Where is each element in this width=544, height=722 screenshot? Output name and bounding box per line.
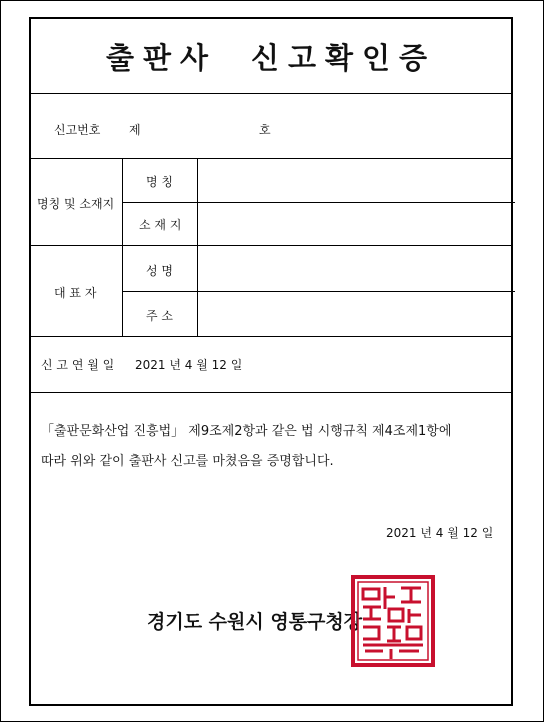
issuer-name: 경기도 수원시 영통구청장: [147, 611, 363, 633]
statement-line-1: 「출판문화산업 진흥법」 제9조제2항과 같은 법 시행규칙 제4조제1항에: [41, 424, 452, 439]
representative-label: 대 표 자: [54, 286, 97, 300]
report-number-prefix: 제: [129, 123, 141, 137]
report-number-label: 신고번호: [54, 123, 101, 137]
name-location-block: [31, 159, 511, 246]
title-part-2: 신고확인증: [250, 40, 437, 75]
representative-address-label: 주 소: [146, 309, 173, 323]
certificate-title: [31, 19, 511, 94]
title-part-1: 출판사: [105, 40, 217, 75]
report-date-value: 2021 년 4 월 12 일: [135, 358, 243, 372]
name-location-label: 명칭 및 소재지: [37, 197, 115, 211]
report-date-row: [31, 337, 511, 393]
report-number-suffix: 호: [259, 123, 271, 137]
representative-block: [31, 246, 511, 337]
report-date-label: 신 고 연 월 일: [41, 358, 115, 372]
report-number-row: [31, 94, 511, 159]
issue-date: 2021 년 4 월 12 일: [386, 526, 494, 540]
certificate-document: [29, 17, 513, 706]
name-label: 명 칭: [146, 175, 173, 189]
statement-line-2: 따라 위와 같이 출판사 신고를 마쳤음을 증명합니다.: [41, 454, 334, 469]
official-seal-icon: [351, 575, 435, 667]
address-label: 소 재 지: [139, 218, 182, 232]
certification-statement: [41, 417, 511, 477]
representative-name-label: 성 명: [146, 264, 173, 278]
